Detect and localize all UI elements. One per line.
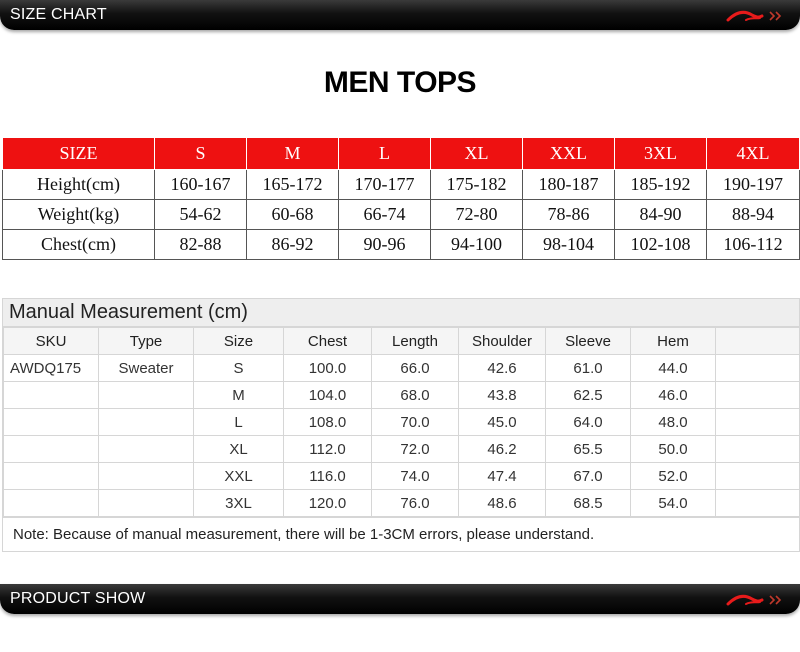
size-header-cell: L [339,138,431,170]
sleeve-cell: 65.5 [546,436,631,463]
table-row [4,463,800,490]
table-cell: 170-177 [339,170,431,200]
size-chart-banner [0,0,800,30]
sleeve-cell: 61.0 [546,355,631,382]
sku-cell: AWDQ175 [4,355,99,382]
type-cell [99,490,194,517]
table-cell: 88-94 [707,200,800,230]
empty-cell [716,436,800,463]
length-cell: 70.0 [372,409,459,436]
hem-cell: 44.0 [631,355,716,382]
table-cell: 66-74 [339,200,431,230]
table-cell: 78-86 [523,200,615,230]
shoulder-cell: 43.8 [459,382,546,409]
banner-title: PRODUCT SHOW [10,590,146,607]
hem-cell: 50.0 [631,436,716,463]
column-header: Hem [631,328,716,355]
type-cell [99,382,194,409]
size-header-row [3,138,800,170]
manual-measurement-table [3,327,800,517]
row-label: Weight(kg) [3,200,155,230]
product-show-banner [0,584,800,614]
size-cell: XL [194,436,284,463]
sku-cell [4,490,99,517]
length-cell: 68.0 [372,382,459,409]
empty-cell [716,463,800,490]
shoulder-cell: 42.6 [459,355,546,382]
table-cell: 90-96 [339,230,431,260]
row-label: Height(cm) [3,170,155,200]
column-header: Length [372,328,459,355]
chest-cell: 120.0 [284,490,372,517]
shoulder-cell: 47.4 [459,463,546,490]
table-cell: 175-182 [431,170,523,200]
column-header: Shoulder [459,328,546,355]
table-cell: 165-172 [247,170,339,200]
brand-logo-icon [726,590,786,610]
measurement-note: Note: Because of manual measurement, there will be 1-3CM errors, please understand. [3,517,799,552]
chest-cell: 112.0 [284,436,372,463]
table-cell: 102-108 [615,230,707,260]
hem-cell: 52.0 [631,463,716,490]
sku-cell [4,463,99,490]
length-cell: 72.0 [372,436,459,463]
table-cell: 60-68 [247,200,339,230]
shoulder-cell: 45.0 [459,409,546,436]
column-header: Chest [284,328,372,355]
table-cell: 86-92 [247,230,339,260]
table-row [4,490,800,517]
table-row [4,355,800,382]
manual-measurement-title: Manual Measurement (cm) [3,299,799,327]
hem-cell: 48.0 [631,409,716,436]
type-cell [99,409,194,436]
table-row [4,436,800,463]
page-title: MEN TOPS [323,66,477,99]
measurement-header-row [4,328,800,355]
table-row [4,409,800,436]
column-header: SKU [4,328,99,355]
size-header-cell: XXL [523,138,615,170]
table-row [3,200,800,230]
table-row [4,382,800,409]
size-cell: XXL [194,463,284,490]
sku-cell [4,409,99,436]
empty-cell [716,382,800,409]
length-cell: 76.0 [372,490,459,517]
table-cell: 190-197 [707,170,800,200]
size-header-label: SIZE [3,138,155,170]
table-cell: 160-167 [155,170,247,200]
hem-cell: 54.0 [631,490,716,517]
table-cell: 98-104 [523,230,615,260]
row-label: Chest(cm) [3,230,155,260]
table-cell: 84-90 [615,200,707,230]
manual-measurement-panel [2,298,800,552]
size-cell: M [194,382,284,409]
table-cell: 94-100 [431,230,523,260]
length-cell: 66.0 [372,355,459,382]
size-header-cell: M [247,138,339,170]
table-cell: 180-187 [523,170,615,200]
empty-cell [716,409,800,436]
size-header-cell: 4XL [707,138,800,170]
size-header-cell: 3XL [615,138,707,170]
chest-cell: 100.0 [284,355,372,382]
table-cell: 72-80 [431,200,523,230]
sleeve-cell: 67.0 [546,463,631,490]
type-cell: Sweater [99,355,194,382]
size-chart-table [2,137,800,260]
size-cell: 3XL [194,490,284,517]
column-header: Sleeve [546,328,631,355]
sleeve-cell: 64.0 [546,409,631,436]
sku-cell [4,382,99,409]
table-cell: 185-192 [615,170,707,200]
table-row [3,230,800,260]
size-header-cell: XL [431,138,523,170]
banner-title: SIZE CHART [10,6,107,23]
column-header [716,328,800,355]
table-cell: 82-88 [155,230,247,260]
length-cell: 74.0 [372,463,459,490]
table-row [3,170,800,200]
chest-cell: 108.0 [284,409,372,436]
shoulder-cell: 48.6 [459,490,546,517]
size-cell: L [194,409,284,436]
size-cell: S [194,355,284,382]
empty-cell [716,490,800,517]
table-cell: 106-112 [707,230,800,260]
column-header: Size [194,328,284,355]
shoulder-cell: 46.2 [459,436,546,463]
table-cell: 54-62 [155,200,247,230]
type-cell [99,436,194,463]
sku-cell [4,436,99,463]
size-header-cell: S [155,138,247,170]
chest-cell: 116.0 [284,463,372,490]
sleeve-cell: 68.5 [546,490,631,517]
empty-cell [716,355,800,382]
chest-cell: 104.0 [284,382,372,409]
column-header: Type [99,328,194,355]
brand-logo-icon [726,6,786,26]
sleeve-cell: 62.5 [546,382,631,409]
type-cell [99,463,194,490]
hem-cell: 46.0 [631,382,716,409]
